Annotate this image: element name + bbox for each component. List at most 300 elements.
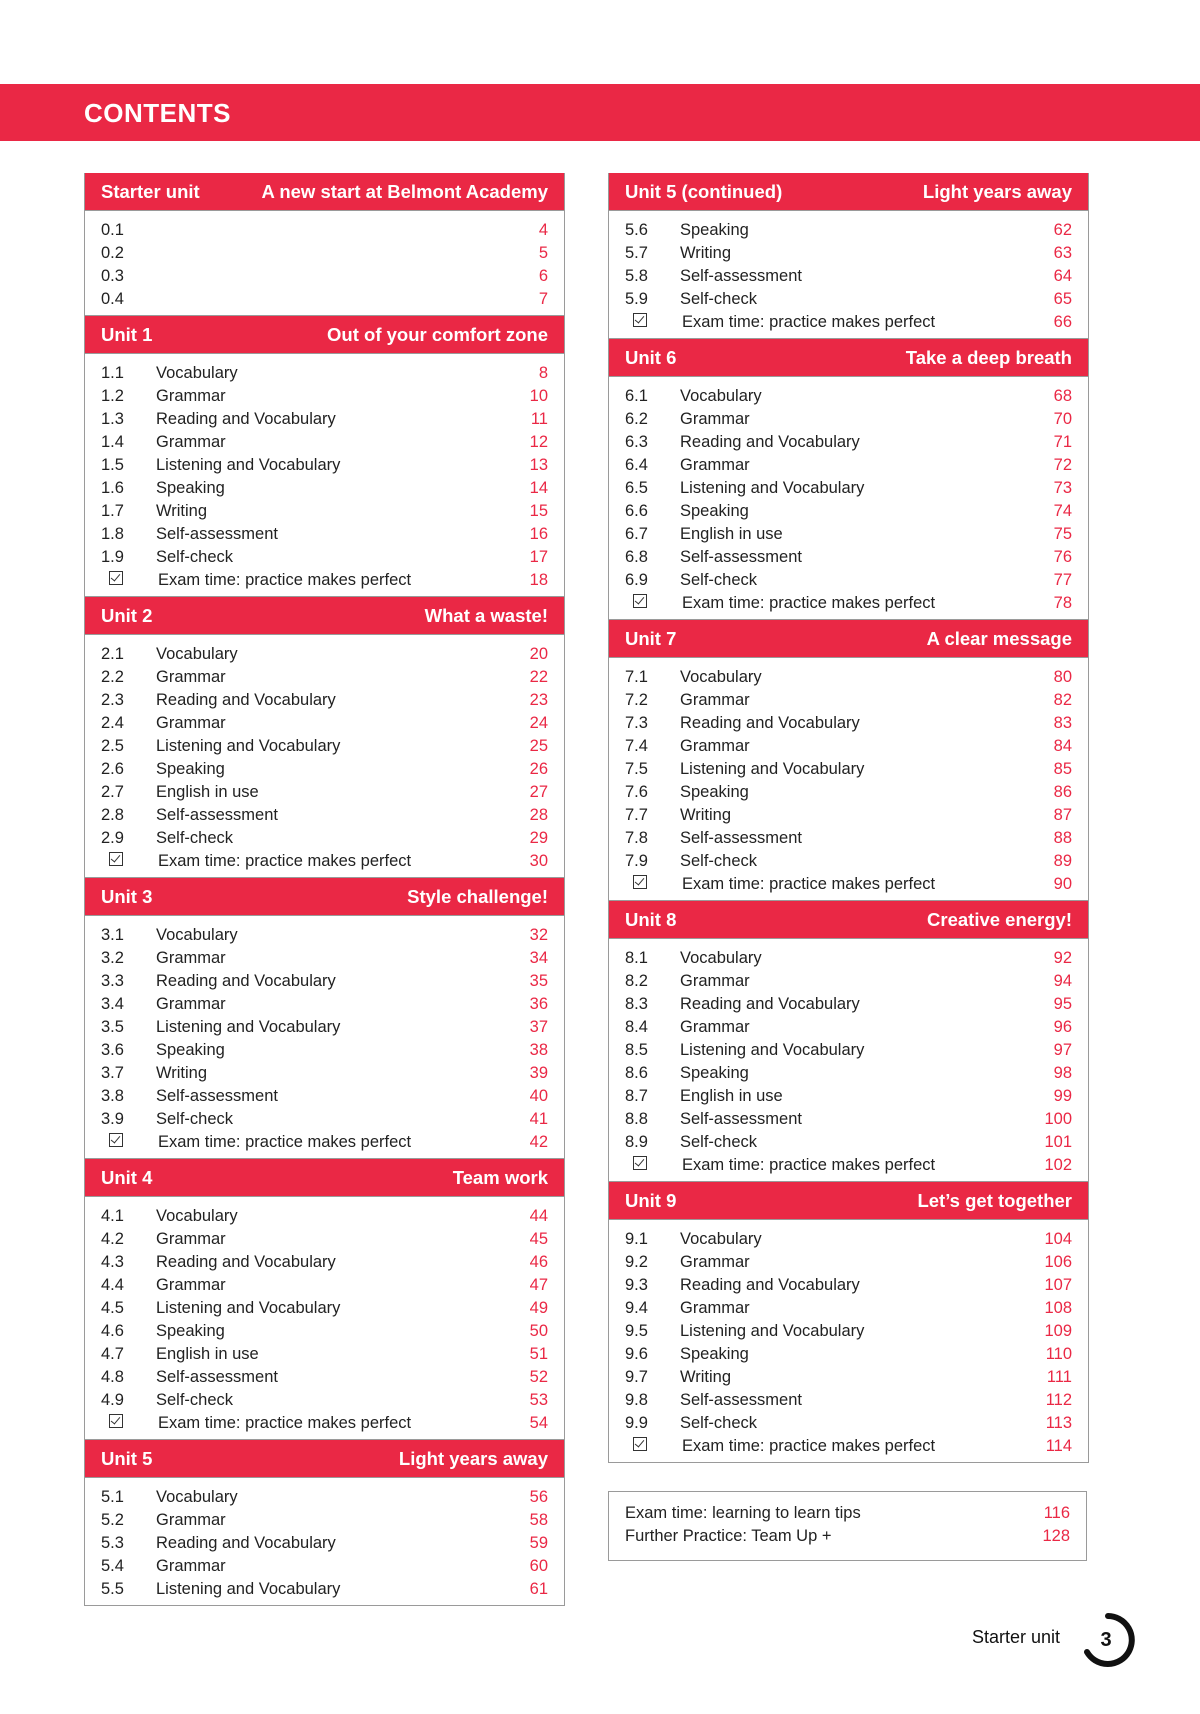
lesson-page: 47 <box>529 1276 548 1294</box>
unit-subtitle: Team work <box>452 1166 548 1188</box>
lesson-page: 63 <box>1053 244 1072 262</box>
lesson-row[interactable] <box>625 1016 1072 1039</box>
lesson-number: 4.2 <box>101 1230 124 1248</box>
extra-title: Exam time: learning to learn tips <box>625 1504 861 1522</box>
check-mark-icon <box>109 852 123 866</box>
extra-row-further-practice[interactable] <box>625 1525 1070 1548</box>
lesson-title: Vocabulary <box>156 926 238 944</box>
lesson-number: 5.9 <box>625 290 648 308</box>
lesson-page: 94 <box>1053 972 1072 990</box>
lesson-number: 1.7 <box>101 502 124 520</box>
exam-row[interactable] <box>625 1154 1072 1177</box>
exam-row[interactable] <box>101 569 548 592</box>
lesson-page: 96 <box>1053 1018 1072 1036</box>
lesson-number: 8.7 <box>625 1087 648 1105</box>
lesson-title: Self-assessment <box>680 548 802 566</box>
lesson-title: Speaking <box>680 221 749 239</box>
lesson-title: Vocabulary <box>680 387 762 405</box>
unit-subtitle: Take a deep breath <box>905 346 1072 368</box>
unit-header[interactable] <box>609 620 1088 658</box>
lesson-row[interactable] <box>625 242 1072 265</box>
lesson-row[interactable] <box>625 454 1072 477</box>
lesson-number: 7.7 <box>625 806 648 824</box>
unit-subtitle: Light years away <box>922 180 1072 202</box>
lesson-row[interactable] <box>625 1412 1072 1435</box>
checkbox-icon <box>101 1414 156 1433</box>
lesson-number: 1.4 <box>101 433 124 451</box>
lesson-row[interactable] <box>101 947 548 970</box>
lesson-page: 40 <box>529 1087 548 1105</box>
lesson-row[interactable] <box>101 1016 548 1039</box>
lesson-title: Self-check <box>156 1110 234 1128</box>
check-mark-icon <box>633 313 647 327</box>
lesson-row[interactable] <box>101 454 548 477</box>
lesson-title: Reading and Vocabulary <box>156 972 336 990</box>
lesson-number: 6.1 <box>625 387 648 405</box>
lesson-page: 102 <box>1044 1156 1072 1174</box>
lesson-title: Speaking <box>680 502 749 520</box>
lesson-page: 82 <box>1053 691 1072 709</box>
lesson-number: 0.2 <box>101 244 124 262</box>
lesson-row[interactable] <box>101 408 548 431</box>
checkbox-icon <box>625 313 680 332</box>
lesson-row[interactable] <box>101 1366 548 1389</box>
lesson-number: 2.8 <box>101 806 124 824</box>
exam-row[interactable] <box>101 1131 548 1154</box>
unit-lesson-list <box>85 1197 564 1439</box>
exam-row[interactable] <box>101 1412 548 1435</box>
lesson-row[interactable] <box>625 804 1072 827</box>
lesson-row[interactable] <box>625 1251 1072 1274</box>
unit-subtitle: A new start at Belmont Academy <box>261 180 548 202</box>
lesson-title: Exam time: practice makes perfect <box>682 875 936 893</box>
lesson-row[interactable] <box>625 408 1072 431</box>
lesson-page: 30 <box>529 852 548 870</box>
lesson-title: Exam time: practice makes perfect <box>158 571 412 589</box>
lesson-page: 39 <box>529 1064 548 1082</box>
lesson-title: Listening and Vocabulary <box>156 1299 341 1317</box>
unit-header[interactable] <box>85 878 564 916</box>
lesson-title: Grammar <box>680 1253 750 1271</box>
lesson-row[interactable] <box>101 1062 548 1085</box>
lesson-page: 108 <box>1044 1299 1072 1317</box>
lesson-number: 0.4 <box>101 290 124 308</box>
lesson-number: 9.6 <box>625 1345 648 1363</box>
lesson-page: 60 <box>529 1557 548 1575</box>
lesson-number: 7.8 <box>625 829 648 847</box>
lesson-page: 68 <box>1053 387 1072 405</box>
lesson-row[interactable] <box>625 993 1072 1016</box>
lesson-page: 95 <box>1053 995 1072 1013</box>
lesson-title: Grammar <box>680 456 750 474</box>
lesson-title: Self-check <box>680 852 758 870</box>
lesson-row[interactable] <box>625 1389 1072 1412</box>
lesson-page: 90 <box>1053 875 1072 893</box>
lesson-row[interactable] <box>625 758 1072 781</box>
lesson-title: Speaking <box>680 1064 749 1082</box>
lesson-row[interactable] <box>625 219 1072 242</box>
lesson-title: Reading and Vocabulary <box>156 691 336 709</box>
lesson-title: Self-assessment <box>680 1110 802 1128</box>
lesson-number: 5.5 <box>101 1580 124 1598</box>
lesson-title: Vocabulary <box>680 949 762 967</box>
lesson-page: 6 <box>538 267 548 285</box>
lesson-number: 5.1 <box>101 1488 124 1506</box>
footer-unit-label: Starter unit <box>972 1627 1061 1647</box>
lesson-row[interactable] <box>625 288 1072 311</box>
lesson-row[interactable] <box>101 431 548 454</box>
lesson-row[interactable] <box>101 1578 548 1601</box>
unit-subtitle: Style challenge! <box>407 885 548 907</box>
lesson-row[interactable] <box>101 1509 548 1532</box>
left-column <box>84 173 565 1606</box>
lesson-row[interactable] <box>625 850 1072 873</box>
lesson-row[interactable] <box>101 1085 548 1108</box>
lesson-row[interactable] <box>625 546 1072 569</box>
lesson-page: 99 <box>1053 1087 1072 1105</box>
exam-row[interactable] <box>625 311 1072 334</box>
unit-header[interactable] <box>85 316 564 354</box>
lesson-row[interactable] <box>625 477 1072 500</box>
unit-lesson-list <box>609 658 1088 900</box>
unit-subtitle: Out of your comfort zone <box>327 323 548 345</box>
lesson-page: 28 <box>529 806 548 824</box>
lesson-title: Self-check <box>680 571 758 589</box>
extra-page: 128 <box>1042 1527 1070 1545</box>
lesson-number: 2.3 <box>101 691 124 709</box>
lesson-number: 4.7 <box>101 1345 124 1363</box>
lesson-row[interactable] <box>101 1274 548 1297</box>
lesson-row[interactable] <box>101 362 548 385</box>
lesson-page: 83 <box>1053 714 1072 732</box>
lesson-number: 1.9 <box>101 548 124 566</box>
lesson-number: 7.3 <box>625 714 648 732</box>
lesson-row[interactable] <box>625 947 1072 970</box>
lesson-row[interactable] <box>625 1297 1072 1320</box>
unit-name: Unit 5 <box>101 1447 153 1469</box>
lesson-page: 5 <box>538 244 548 262</box>
lesson-row[interactable] <box>101 666 548 689</box>
lesson-page: 110 <box>1045 1345 1072 1363</box>
lesson-row[interactable] <box>101 1532 548 1555</box>
lesson-row[interactable] <box>101 643 548 666</box>
lesson-row[interactable] <box>625 431 1072 454</box>
lesson-row[interactable] <box>625 735 1072 758</box>
lesson-row[interactable] <box>101 500 548 523</box>
lesson-page: 64 <box>1053 267 1072 285</box>
lesson-row[interactable] <box>625 1039 1072 1062</box>
lesson-row[interactable] <box>101 288 548 311</box>
lesson-page: 13 <box>529 456 548 474</box>
unit-header[interactable] <box>609 339 1088 377</box>
unit-lesson-list <box>85 1478 564 1605</box>
lesson-row[interactable] <box>625 1085 1072 1108</box>
lesson-number: 3.8 <box>101 1087 124 1105</box>
lesson-number: 4.4 <box>101 1276 124 1294</box>
checkbox-icon <box>101 1133 156 1152</box>
lesson-number: 8.9 <box>625 1133 648 1151</box>
check-mark-icon <box>633 875 647 889</box>
lesson-title: Vocabulary <box>156 645 238 663</box>
lesson-row[interactable] <box>625 569 1072 592</box>
lesson-title: Vocabulary <box>156 1488 238 1506</box>
lesson-title: Exam time: practice makes perfect <box>682 1437 936 1455</box>
lesson-number: 3.6 <box>101 1041 124 1059</box>
exam-row[interactable] <box>625 1435 1072 1458</box>
lesson-number: 7.2 <box>625 691 648 709</box>
lesson-number: 7.9 <box>625 852 648 870</box>
lesson-title: Self-assessment <box>680 267 802 285</box>
exam-row[interactable] <box>101 850 548 873</box>
lesson-row[interactable] <box>101 1251 548 1274</box>
lesson-number: 0.1 <box>101 221 124 239</box>
lesson-number: 3.9 <box>101 1110 124 1128</box>
lesson-row[interactable] <box>101 219 548 242</box>
lesson-page: 51 <box>529 1345 548 1363</box>
lesson-page: 25 <box>529 737 548 755</box>
lesson-page: 54 <box>529 1414 548 1432</box>
lesson-title: Exam time: practice makes perfect <box>158 1133 412 1151</box>
lesson-row[interactable] <box>625 1131 1072 1154</box>
lesson-row[interactable] <box>101 689 548 712</box>
lesson-row[interactable] <box>101 1320 548 1343</box>
lesson-row[interactable] <box>625 781 1072 804</box>
lesson-title: Self-assessment <box>680 829 802 847</box>
extra-contents-box <box>608 1491 1087 1561</box>
lesson-row[interactable] <box>625 712 1072 735</box>
lesson-page: 49 <box>529 1299 548 1317</box>
lesson-row[interactable] <box>101 924 548 947</box>
lesson-page: 10 <box>529 387 548 405</box>
lesson-page: 76 <box>1053 548 1072 566</box>
lesson-title: English in use <box>156 783 259 801</box>
lesson-number: 3.7 <box>101 1064 124 1082</box>
lesson-title: Self-assessment <box>156 806 278 824</box>
lesson-row[interactable] <box>101 993 548 1016</box>
unit-name: Unit 7 <box>625 627 677 649</box>
lesson-row[interactable] <box>101 970 548 993</box>
lesson-number: 6.4 <box>625 456 648 474</box>
lesson-row[interactable] <box>625 1343 1072 1366</box>
exam-row[interactable] <box>625 873 1072 896</box>
lesson-row[interactable] <box>101 477 548 500</box>
lesson-row[interactable] <box>625 385 1072 408</box>
lesson-row[interactable] <box>101 758 548 781</box>
lesson-title: Exam time: practice makes perfect <box>158 852 412 870</box>
lesson-number: 1.5 <box>101 456 124 474</box>
lesson-row[interactable] <box>101 1108 548 1131</box>
unit-header[interactable] <box>609 901 1088 939</box>
lesson-title: Self-assessment <box>156 525 278 543</box>
contents-banner <box>0 84 1200 141</box>
lesson-row[interactable] <box>625 1228 1072 1251</box>
unit-lesson-list <box>609 377 1088 619</box>
lesson-page: 84 <box>1053 737 1072 755</box>
lesson-number: 4.1 <box>101 1207 124 1225</box>
lesson-page: 8 <box>538 364 548 382</box>
lesson-number: 2.2 <box>101 668 124 686</box>
lesson-number: 9.2 <box>625 1253 648 1271</box>
lesson-row[interactable] <box>625 666 1072 689</box>
lesson-number: 9.9 <box>625 1414 648 1432</box>
lesson-title: Exam time: practice makes perfect <box>682 594 936 612</box>
lesson-page: 113 <box>1045 1414 1072 1432</box>
lesson-page: 87 <box>1053 806 1072 824</box>
lesson-title: Grammar <box>680 691 750 709</box>
lesson-number: 8.1 <box>625 949 648 967</box>
lesson-number: 3.5 <box>101 1018 124 1036</box>
unit-header[interactable] <box>85 1440 564 1478</box>
lesson-number: 2.7 <box>101 783 124 801</box>
lesson-title: Grammar <box>680 1018 750 1036</box>
lesson-row[interactable] <box>101 385 548 408</box>
lesson-row[interactable] <box>101 1486 548 1509</box>
lesson-row[interactable] <box>101 804 548 827</box>
lesson-page: 73 <box>1053 479 1072 497</box>
lesson-row[interactable] <box>625 1366 1072 1389</box>
lesson-title: Reading and Vocabulary <box>680 714 860 732</box>
lesson-row[interactable] <box>101 1297 548 1320</box>
lesson-number: 4.3 <box>101 1253 124 1271</box>
lesson-row[interactable] <box>101 265 548 288</box>
unit-name: Unit 8 <box>625 908 677 930</box>
lesson-page: 100 <box>1044 1110 1072 1128</box>
lesson-row[interactable] <box>101 1228 548 1251</box>
lesson-row[interactable] <box>625 1274 1072 1297</box>
lesson-number: 2.6 <box>101 760 124 778</box>
lesson-row[interactable] <box>101 546 548 569</box>
lesson-page: 85 <box>1053 760 1072 778</box>
lesson-number: 4.6 <box>101 1322 124 1340</box>
lesson-page: 32 <box>529 926 548 944</box>
lesson-title: Self-check <box>156 829 234 847</box>
lesson-title: Grammar <box>156 1511 226 1529</box>
unit-header[interactable] <box>609 1182 1088 1220</box>
unit-section <box>608 620 1089 901</box>
lesson-page: 77 <box>1053 571 1072 589</box>
unit-section <box>84 597 565 878</box>
lesson-page: 16 <box>529 525 548 543</box>
lesson-row[interactable] <box>625 500 1072 523</box>
lesson-row[interactable] <box>625 827 1072 850</box>
lesson-title: Grammar <box>156 714 226 732</box>
lesson-row[interactable] <box>625 523 1072 546</box>
unit-lesson-list <box>85 635 564 877</box>
lesson-number: 8.6 <box>625 1064 648 1082</box>
lesson-title: Exam time: practice makes perfect <box>158 1414 412 1432</box>
checkbox-icon <box>625 1156 680 1175</box>
lesson-page: 34 <box>529 949 548 967</box>
lesson-row[interactable] <box>101 1039 548 1062</box>
lesson-title: Grammar <box>156 668 226 686</box>
lesson-row[interactable] <box>101 1555 548 1578</box>
lesson-row[interactable] <box>625 689 1072 712</box>
lesson-row[interactable] <box>101 827 548 850</box>
lesson-title: Reading and Vocabulary <box>680 433 860 451</box>
checkbox-icon <box>625 1437 680 1456</box>
unit-header[interactable] <box>85 173 564 211</box>
lesson-number: 2.9 <box>101 829 124 847</box>
lesson-title: Listening and Vocabulary <box>680 760 865 778</box>
lesson-page: 22 <box>529 668 548 686</box>
lesson-title: Reading and Vocabulary <box>680 1276 860 1294</box>
lesson-title: Vocabulary <box>156 364 238 382</box>
lesson-page: 59 <box>529 1534 548 1552</box>
extra-row-learning-tips[interactable] <box>625 1502 1070 1525</box>
lesson-page: 12 <box>529 433 548 451</box>
lesson-number: 3.4 <box>101 995 124 1013</box>
unit-header[interactable] <box>85 1159 564 1197</box>
lesson-row[interactable] <box>101 242 548 265</box>
lesson-title: Speaking <box>680 1345 749 1363</box>
lesson-number: 8.5 <box>625 1041 648 1059</box>
unit-subtitle: Creative energy! <box>927 908 1072 930</box>
lesson-page: 7 <box>538 290 548 308</box>
lesson-number: 5.4 <box>101 1557 124 1575</box>
unit-name: Unit 4 <box>101 1166 153 1188</box>
lesson-row[interactable] <box>101 712 548 735</box>
lesson-number: 9.7 <box>625 1368 648 1386</box>
lesson-row[interactable] <box>101 781 548 804</box>
lesson-page: 27 <box>529 783 548 801</box>
lesson-title: Reading and Vocabulary <box>156 1253 336 1271</box>
lesson-title: Speaking <box>156 479 225 497</box>
lesson-page: 42 <box>529 1133 548 1151</box>
unit-name: Unit 2 <box>101 604 153 626</box>
lesson-page: 41 <box>529 1110 548 1128</box>
lesson-number: 3.1 <box>101 926 124 944</box>
lesson-row[interactable] <box>625 1320 1072 1343</box>
lesson-row[interactable] <box>625 970 1072 993</box>
lesson-page: 98 <box>1053 1064 1072 1082</box>
lesson-row[interactable] <box>625 1108 1072 1131</box>
lesson-row[interactable] <box>101 1205 548 1228</box>
check-mark-icon <box>633 1437 647 1451</box>
lesson-title: Self-check <box>680 1133 758 1151</box>
lesson-number: 9.8 <box>625 1391 648 1409</box>
lesson-row[interactable] <box>101 1343 548 1366</box>
lesson-row[interactable] <box>101 1389 548 1412</box>
lesson-row[interactable] <box>101 735 548 758</box>
lesson-page: 92 <box>1053 949 1072 967</box>
unit-subtitle: Let’s get together <box>917 1189 1072 1211</box>
lesson-title: English in use <box>156 1345 259 1363</box>
lesson-number: 9.5 <box>625 1322 648 1340</box>
lesson-page: 61 <box>529 1580 548 1598</box>
lesson-number: 6.2 <box>625 410 648 428</box>
check-mark-icon <box>633 1156 647 1170</box>
unit-subtitle: Light years away <box>398 1447 548 1469</box>
page-title: CONTENTS <box>84 98 231 128</box>
lesson-row[interactable] <box>625 1062 1072 1085</box>
lesson-page: 20 <box>529 645 548 663</box>
unit-header[interactable] <box>609 173 1088 211</box>
unit-subtitle: What a waste! <box>424 604 548 626</box>
lesson-title: Self-check <box>156 548 234 566</box>
unit-header[interactable] <box>85 597 564 635</box>
lesson-title: English in use <box>680 1087 783 1105</box>
lesson-page: 72 <box>1053 456 1072 474</box>
lesson-title: Listening and Vocabulary <box>156 456 341 474</box>
lesson-row[interactable] <box>625 265 1072 288</box>
lesson-page: 111 <box>1046 1368 1072 1386</box>
lesson-title: Grammar <box>156 1230 226 1248</box>
lesson-number: 5.2 <box>101 1511 124 1529</box>
lesson-number: 1.8 <box>101 525 124 543</box>
lesson-page: 38 <box>529 1041 548 1059</box>
exam-row[interactable] <box>625 592 1072 615</box>
lesson-row[interactable] <box>101 523 548 546</box>
